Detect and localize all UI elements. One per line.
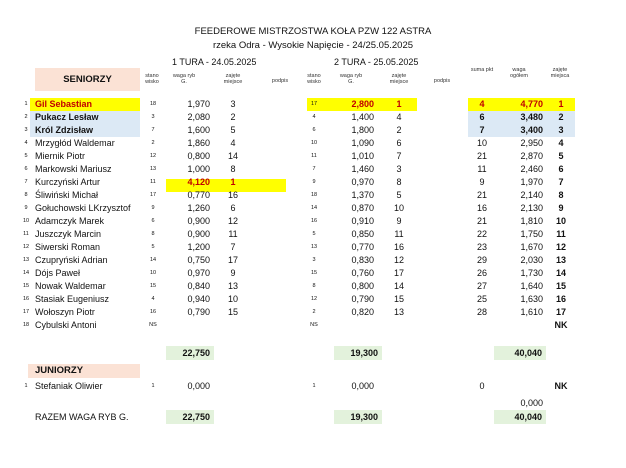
senior-waga-ogolem: 1,810	[520, 216, 543, 226]
senior-miejsce-1: 5	[230, 125, 236, 135]
senior-index: 11	[23, 231, 29, 237]
senior-waga-2: 0,850	[351, 229, 374, 239]
senior-waga-1: 0,900	[187, 229, 210, 239]
senior-waga-1: 1,000	[187, 164, 210, 174]
senior-rank: 11	[556, 229, 566, 239]
senior-row	[0, 280, 626, 293]
senior-waga-2: 1,800	[351, 125, 374, 135]
senior-rank: 1	[558, 99, 564, 109]
senior-waga-ogolem: 1,640	[520, 281, 543, 291]
senior-waga-1: 0,840	[187, 281, 210, 291]
senior-stanowisko-2: 7	[312, 166, 316, 172]
senior-name: Markowski Mariusz	[35, 164, 112, 174]
senior-stanowisko-2: 4	[312, 114, 316, 120]
senior-waga-2: 1,090	[351, 138, 374, 148]
razem-label: RAZEM WAGA RYB G.	[35, 412, 129, 422]
senior-stanowisko-1: 10	[149, 270, 157, 276]
senior-stanowisko-1: 14	[149, 257, 157, 263]
senior-stanowisko-1: 7	[151, 127, 155, 133]
senior-stanowisko-1: 12	[149, 153, 157, 159]
razem-tura2: 19,300	[350, 412, 378, 422]
senior-name: Król Zdzisław	[35, 125, 94, 135]
senior-rank: 13	[555, 255, 566, 265]
senior-waga-2: 1,460	[351, 164, 374, 174]
senior-row	[0, 189, 626, 202]
junior-stanowisko-2: 1	[312, 383, 316, 389]
senior-miejsce-1: 10	[227, 294, 238, 304]
senior-miejsce-2: 15	[393, 294, 404, 304]
header-podpis-2: podpis	[433, 78, 451, 84]
senior-index: 16	[22, 296, 30, 302]
senior-waga-ogolem: 2,460	[520, 164, 543, 174]
senior-name: Gołuchowski LKrzysztof	[35, 203, 131, 213]
seniors-total-tura1: 22,750	[182, 348, 210, 358]
seniorzy-header: SENIORZY	[63, 74, 112, 85]
senior-miejsce-1: 7	[230, 242, 236, 252]
senior-row	[0, 241, 626, 254]
senior-index: 2	[24, 114, 28, 120]
senior-miejsce-2: 10	[393, 203, 404, 213]
junior-index: 1	[24, 383, 28, 389]
senior-waga-1: 1,860	[187, 138, 210, 148]
senior-name: Gil Sebastian	[35, 99, 93, 109]
senior-stanowisko-2: 18	[310, 192, 318, 198]
senior-waga-2: 0,970	[351, 177, 374, 187]
senior-stanowisko-1: 3	[151, 114, 155, 120]
document-title: FEEDEROWE MISTRZOSTWA KOŁA PZW 122 ASTRA	[194, 26, 432, 37]
seniors-total-all: 40,040	[514, 348, 542, 358]
senior-rank: 15	[555, 281, 566, 291]
senior-stanowisko-2: NS	[310, 322, 318, 328]
senior-waga-ogolem: 1,610	[520, 307, 543, 317]
senior-miejsce-1: 9	[230, 268, 236, 278]
senior-miejsce-2: 14	[393, 281, 404, 291]
header-miejsce-2: zajęte miejsce	[389, 73, 409, 85]
senior-rank: 8	[558, 190, 564, 200]
senior-index: 15	[22, 283, 30, 289]
senior-waga-1: 4,120	[187, 177, 210, 187]
senior-rank: 12	[555, 242, 566, 252]
senior-miejsce-2: 4	[396, 112, 402, 122]
senior-miejsce-2: 1	[396, 99, 402, 109]
tura-1-label: 1 TURA - 24.05.2025	[172, 57, 257, 67]
senior-suma: 26	[476, 268, 487, 278]
senior-waga-1: 0,790	[187, 307, 210, 317]
senior-suma: 21	[476, 216, 487, 226]
senior-miejsce-1: 11	[228, 229, 238, 239]
senior-stanowisko-2: 8	[312, 283, 316, 289]
senior-rank: NK	[554, 320, 568, 330]
junior-waga-1: 0,000	[187, 381, 210, 391]
senior-rank: 16	[555, 294, 566, 304]
senior-stanowisko-2: 10	[310, 140, 318, 146]
senior-miejsce-1: 17	[227, 255, 238, 265]
senior-waga-ogolem: 1,750	[520, 229, 543, 239]
senior-name: Miernik Piotr	[35, 151, 86, 161]
senior-row	[0, 293, 626, 306]
senior-row	[0, 163, 626, 176]
senior-waga-ogolem: 1,670	[520, 242, 543, 252]
senior-waga-2: 1,370	[351, 190, 374, 200]
senior-waga-ogolem: 4,770	[520, 99, 543, 109]
header-suma: suma pkt	[470, 67, 494, 73]
senior-index: 13	[22, 257, 30, 263]
senior-waga-2: 0,790	[351, 294, 374, 304]
senior-miejsce-1: 8	[230, 164, 236, 174]
senior-index: 18	[22, 322, 30, 328]
senior-miejsce-2: 6	[396, 138, 402, 148]
senior-row	[0, 215, 626, 228]
senior-waga-1: 2,080	[187, 112, 210, 122]
senior-rank: 7	[558, 177, 564, 187]
senior-miejsce-1: 1	[230, 177, 236, 187]
senior-stanowisko-1: 5	[151, 244, 155, 250]
senior-stanowisko-1: 18	[149, 101, 157, 107]
seniors-total-tura2: 19,300	[350, 348, 378, 358]
senior-index: 7	[24, 179, 28, 185]
senior-suma: 27	[476, 281, 487, 291]
senior-miejsce-2: 17	[393, 268, 404, 278]
senior-index: 1	[24, 101, 28, 107]
senior-waga-2: 0,770	[351, 242, 374, 252]
header-waga-2: waga ryb G.	[339, 73, 363, 85]
senior-miejsce-1: 2	[230, 112, 236, 122]
senior-miejsce-2: 13	[393, 307, 404, 317]
senior-rank: 17	[555, 307, 566, 317]
senior-waga-2: 0,820	[351, 307, 374, 317]
senior-rank: 5	[558, 151, 564, 161]
senior-waga-1: 1,970	[187, 99, 210, 109]
senior-row	[0, 176, 626, 189]
senior-miejsce-2: 9	[396, 216, 402, 226]
senior-waga-1: 0,970	[187, 268, 210, 278]
senior-miejsce-2: 2	[396, 125, 402, 135]
senior-index: 5	[24, 153, 28, 159]
senior-stanowisko-2: 2	[312, 309, 316, 315]
senior-suma: 22	[476, 229, 487, 239]
senior-name: Czupryński Adrian	[35, 255, 108, 265]
document-subtitle: rzeka Odra - Wysokie Napięcie - 24/25.05.2025	[212, 40, 414, 51]
senior-row	[0, 267, 626, 280]
senior-waga-1: 1,200	[187, 242, 210, 252]
senior-rank: 2	[558, 112, 564, 122]
senior-name: Cybulski Antoni	[35, 320, 97, 330]
senior-row	[0, 254, 626, 267]
senior-stanowisko-2: 16	[310, 218, 318, 224]
razem-tura1: 22,750	[182, 412, 210, 422]
senior-waga-1: 1,260	[187, 203, 210, 213]
senior-miejsce-2: 7	[396, 151, 402, 161]
junior-rank: NK	[554, 381, 568, 391]
juniors-total: 0,000	[520, 398, 543, 408]
senior-row	[0, 137, 626, 150]
senior-index: 14	[22, 270, 30, 276]
senior-waga-2: 1,010	[351, 151, 374, 161]
senior-stanowisko-1: 17	[149, 192, 157, 198]
senior-name: Śliwiński Michał	[35, 190, 99, 200]
senior-waga-1: 0,750	[187, 255, 210, 265]
senior-stanowisko-2: 5	[312, 231, 316, 237]
header-zajete-miejsca: zajęte miejsca	[550, 67, 570, 79]
senior-stanowisko-2: 6	[312, 127, 316, 133]
senior-row	[0, 228, 626, 241]
senior-name: Nowak Waldemar	[35, 281, 106, 291]
senior-stanowisko-2: 11	[311, 153, 317, 159]
senior-suma: 29	[476, 255, 487, 265]
senior-row	[0, 111, 626, 124]
senior-waga-1: 0,940	[187, 294, 210, 304]
senior-miejsce-1: 4	[230, 138, 236, 148]
junior-row	[0, 380, 626, 393]
senior-waga-2: 0,800	[351, 281, 374, 291]
senior-waga-ogolem: 2,140	[520, 190, 543, 200]
header-miejsce-1: zajęte miejsce	[223, 73, 243, 85]
senior-rank: 10	[555, 216, 566, 226]
senior-index: 17	[22, 309, 30, 315]
senior-miejsce-1: 16	[227, 190, 238, 200]
header-stanowisko-2: stano wisko	[307, 73, 321, 85]
senior-name: Siwerski Roman	[35, 242, 101, 252]
senior-miejsce-1: 13	[227, 281, 238, 291]
senior-waga-2: 0,870	[351, 203, 374, 213]
junior-suma: 0	[479, 381, 485, 391]
senior-row	[0, 319, 626, 332]
senior-index: 3	[24, 127, 28, 133]
senior-row	[0, 150, 626, 163]
senior-suma: 21	[476, 190, 487, 200]
senior-waga-ogolem: 3,400	[520, 125, 543, 135]
senior-stanowisko-1: 15	[149, 283, 157, 289]
senior-waga-1: 0,800	[187, 151, 210, 161]
senior-waga-ogolem: 2,130	[520, 203, 543, 213]
senior-stanowisko-2: 14	[310, 205, 318, 211]
senior-suma: 4	[479, 99, 485, 109]
senior-miejsce-1: 14	[227, 151, 238, 161]
senior-stanowisko-1: 6	[151, 218, 155, 224]
senior-index: 4	[24, 140, 28, 146]
senior-waga-2: 0,760	[351, 268, 374, 278]
senior-name: Adamczyk Marek	[35, 216, 105, 226]
senior-name: Juszczyk Marcin	[35, 229, 102, 239]
senior-stanowisko-1: NS	[149, 322, 157, 328]
senior-miejsce-2: 8	[396, 177, 402, 187]
senior-stanowisko-2: 15	[310, 270, 318, 276]
senior-rank: 14	[555, 268, 566, 278]
senior-index: 6	[24, 166, 28, 172]
senior-suma: 11	[477, 164, 487, 174]
senior-waga-ogolem: 2,870	[520, 151, 543, 161]
senior-stanowisko-2: 9	[312, 179, 316, 185]
senior-waga-ogolem: 2,950	[520, 138, 543, 148]
senior-waga-1: 0,900	[187, 216, 210, 226]
senior-index: 9	[24, 205, 28, 211]
senior-row	[0, 124, 626, 137]
razem-all: 40,040	[514, 412, 542, 422]
senior-waga-1: 1,600	[187, 125, 210, 135]
juniorzy-header: JUNIORZY	[35, 365, 84, 376]
senior-suma: 6	[479, 112, 485, 122]
senior-name: Kurczyński Artur	[35, 177, 101, 187]
senior-row	[0, 202, 626, 215]
senior-stanowisko-1: 8	[151, 231, 155, 237]
senior-suma: 23	[476, 242, 487, 252]
senior-stanowisko-1: 4	[151, 296, 155, 302]
senior-row	[0, 306, 626, 319]
senior-name: Stasiak Eugeniusz	[35, 294, 110, 304]
senior-miejsce-1: 6	[230, 203, 236, 213]
senior-miejsce-2: 5	[396, 190, 402, 200]
senior-suma: 21	[476, 151, 487, 161]
senior-row	[0, 98, 626, 111]
senior-suma: 28	[476, 307, 487, 317]
senior-waga-ogolem: 1,730	[520, 268, 543, 278]
senior-waga-1: 0,770	[187, 190, 210, 200]
senior-stanowisko-2: 13	[310, 244, 318, 250]
senior-waga-ogolem: 2,030	[520, 255, 543, 265]
senior-stanowisko-2: 12	[310, 296, 318, 302]
senior-stanowisko-1: 11	[150, 179, 156, 185]
senior-stanowisko-1: 16	[149, 309, 157, 315]
senior-rank: 4	[558, 138, 564, 148]
senior-name: Wołoszyn Piotr	[35, 307, 95, 317]
senior-suma: 25	[476, 294, 487, 304]
senior-waga-2: 2,800	[351, 99, 374, 109]
senior-rank: 3	[558, 125, 564, 135]
header-waga-ogolem: waga ogółem	[509, 67, 529, 79]
senior-stanowisko-2: 3	[312, 257, 316, 263]
senior-waga-ogolem: 1,970	[520, 177, 543, 187]
senior-stanowisko-1: 9	[151, 205, 155, 211]
senior-suma: 7	[479, 125, 485, 135]
senior-rank: 6	[558, 164, 564, 174]
senior-stanowisko-1: 13	[149, 166, 157, 172]
senior-miejsce-1: 15	[227, 307, 238, 317]
senior-waga-ogolem: 3,480	[520, 112, 543, 122]
senior-name: Dójs Paweł	[35, 268, 81, 278]
senior-name: Mrzygłód Waldemar	[35, 138, 115, 148]
senior-miejsce-2: 3	[396, 164, 402, 174]
senior-index: 10	[22, 218, 30, 224]
senior-miejsce-2: 12	[393, 255, 404, 265]
senior-waga-2: 0,910	[351, 216, 374, 226]
senior-stanowisko-2: 17	[310, 101, 318, 107]
header-waga-1: waga ryb G.	[172, 73, 196, 85]
senior-waga-2: 1,400	[351, 112, 374, 122]
senior-waga-ogolem: 1,630	[520, 294, 543, 304]
tura-2-label: 2 TURA - 25.05.2025	[334, 57, 419, 67]
senior-index: 8	[24, 192, 28, 198]
senior-rank: 9	[558, 203, 564, 213]
senior-suma: 10	[476, 138, 487, 148]
senior-miejsce-1: 12	[227, 216, 238, 226]
senior-stanowisko-1: 2	[151, 140, 155, 146]
junior-waga-2: 0,000	[351, 381, 374, 391]
senior-waga-2: 0,830	[351, 255, 374, 265]
senior-miejsce-1: 3	[230, 99, 236, 109]
senior-suma: 9	[479, 177, 485, 187]
junior-stanowisko-1: 1	[151, 383, 155, 389]
senior-index: 12	[22, 244, 30, 250]
senior-name: Pukacz Lesław	[35, 112, 99, 122]
senior-suma: 16	[476, 203, 487, 213]
junior-name: Stefaniak Oliwier	[35, 381, 103, 391]
senior-miejsce-2: 11	[394, 229, 404, 239]
header-podpis-1: podpis	[271, 78, 289, 84]
senior-miejsce-2: 16	[393, 242, 404, 252]
header-stanowisko-1: stano wisko	[145, 73, 159, 85]
